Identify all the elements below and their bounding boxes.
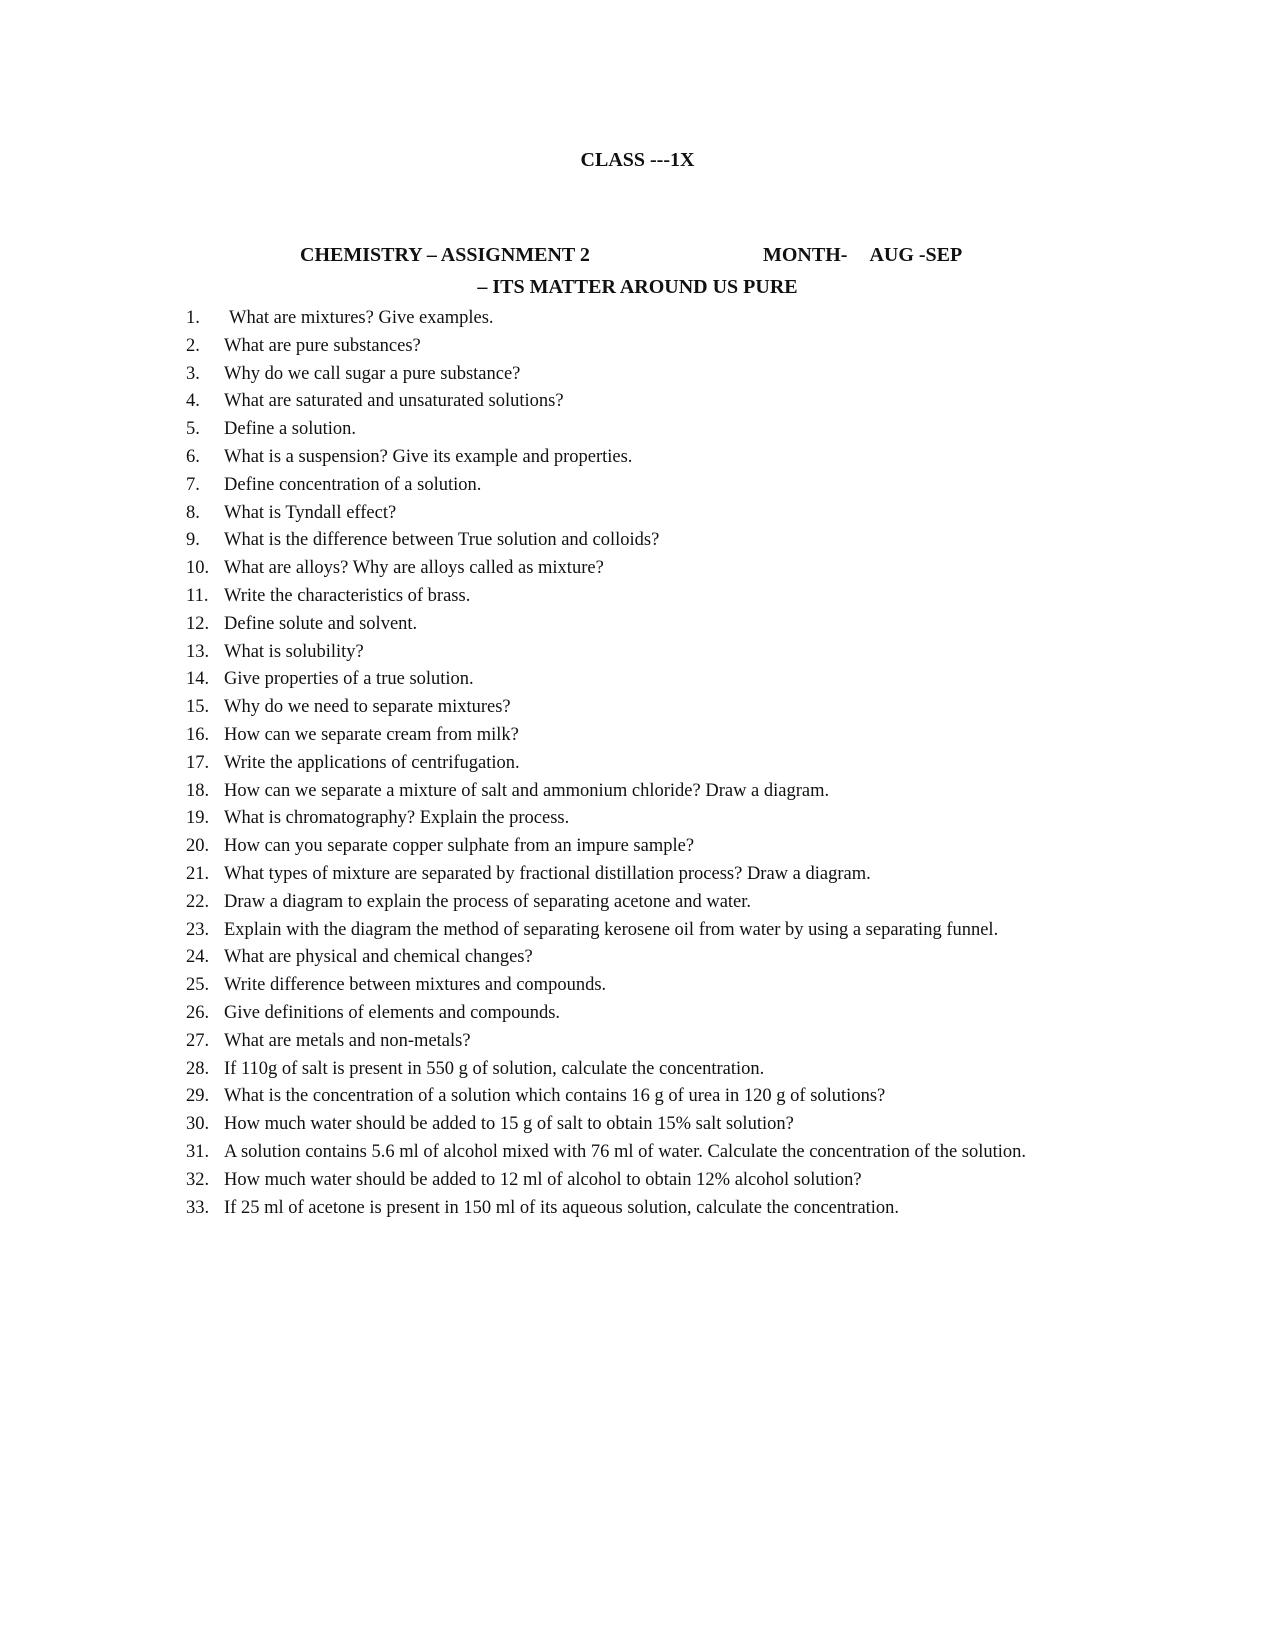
question-item (186, 613, 1084, 636)
question-number: 11. (186, 585, 209, 606)
question-number: 7. (186, 474, 200, 495)
question-item (186, 557, 1084, 580)
question-text: Why do we need to separate mixtures? (224, 697, 511, 718)
question-number: 33. (186, 1197, 210, 1218)
question-number: 24. (186, 947, 210, 968)
question-number: 26. (186, 1002, 210, 1023)
question-item (186, 835, 1084, 858)
question-number: 8. (186, 502, 200, 523)
question-text: If 25 ml of acetone is present in 150 ml of its aqueous solution, calculate the concentration. (224, 1197, 900, 1218)
question-text: What are saturated and unsaturated solutions? (224, 391, 564, 412)
question-text: What are alloys? Why are alloys called as mixture? (224, 558, 604, 579)
question-item (186, 1113, 1084, 1136)
question-item (186, 696, 1084, 719)
question-text: Define solute and solvent. (224, 613, 418, 634)
question-number: 20. (186, 836, 210, 857)
question-item (186, 529, 1084, 552)
question-text: If 110g of salt is present in 550 g of solution, calculate the concentration. (224, 1058, 765, 1079)
question-item (186, 752, 1084, 775)
question-text: What is chromatography? Explain the process. (224, 808, 570, 829)
question-item (186, 780, 1084, 803)
question-number: 15. (186, 697, 210, 718)
assignment-header (0, 243, 1275, 267)
question-item (186, 641, 1084, 664)
question-text: How can you separate copper sulphate from an impure sample? (224, 836, 695, 857)
question-number: 21. (186, 863, 210, 884)
question-number: 16. (186, 724, 210, 745)
question-number: 1. (186, 308, 200, 328)
question-item (186, 891, 1084, 914)
question-text: Define concentration of a solution. (224, 474, 482, 495)
subject-title: CHEMISTRY – ASSIGNMENT 2 (300, 244, 590, 266)
question-item (186, 363, 1084, 386)
question-text: What is the concentration of a solution which contains 16 g of urea in 120 g of solutions? (224, 1086, 886, 1107)
question-item (186, 1085, 1084, 1108)
topic-title: – ITS MATTER AROUND US PURE (477, 276, 798, 298)
question-text: Explain with the diagram the method of separating kerosene oil from water by using a separating funnel. (224, 919, 999, 940)
question-text: How much water should be added to 12 ml of alcohol to obtain 12% alcohol solution? (224, 1169, 862, 1190)
question-number: 19. (186, 808, 210, 829)
question-item (186, 946, 1084, 969)
question-text: Draw a diagram to explain the process of separating acetone and water. (224, 891, 752, 912)
question-text: How can we separate a mixture of salt and ammonium chloride? Draw a diagram. (224, 780, 830, 801)
question-item (186, 1169, 1084, 1192)
question-item (186, 335, 1084, 358)
question-text: What is solubility? (224, 641, 364, 662)
question-number: 31. (186, 1141, 210, 1162)
question-item (186, 446, 1084, 469)
question-item (186, 668, 1084, 691)
question-text: What are pure substances? (224, 335, 421, 356)
question-number: 6. (186, 446, 200, 467)
question-number: 12. (186, 613, 210, 634)
question-text: Write the characteristics of brass. (224, 585, 471, 606)
question-text: What are physical and chemical changes? (224, 947, 533, 968)
question-number: 25. (186, 975, 210, 996)
class-title: CLASS ---1X (580, 149, 695, 171)
question-item (186, 502, 1084, 525)
question-text: What types of mixture are separated by fractional distillation process? Draw a diagram. (224, 863, 871, 884)
question-number: 17. (186, 752, 210, 773)
question-item (186, 1030, 1084, 1053)
question-number: 10. (186, 558, 210, 579)
question-number: 18. (186, 780, 210, 801)
question-text: Write difference between mixtures and compounds. (224, 975, 607, 996)
question-text: What is a suspension? Give its example and properties. (224, 446, 633, 467)
question-number: 5. (186, 419, 200, 440)
question-text: Write the applications of centrifugation. (224, 752, 520, 773)
question-item (186, 307, 1084, 330)
question-text: How much water should be added to 15 g of salt to obtain 15% salt solution? (224, 1114, 794, 1135)
question-item (186, 474, 1084, 497)
question-number: 13. (186, 641, 210, 662)
question-number: 14. (186, 669, 210, 690)
question-text: Why do we call sugar a pure substance? (224, 363, 521, 384)
question-text: What are mixtures? Give examples. (229, 308, 494, 328)
question-number: 3. (186, 363, 200, 384)
question-text: Give properties of a true solution. (224, 669, 474, 690)
question-number: 32. (186, 1169, 210, 1190)
question-number: 27. (186, 1030, 210, 1051)
month-label: MONTH- (763, 244, 848, 266)
question-list (186, 307, 1084, 1224)
question-text: What is Tyndall effect? (224, 502, 397, 523)
question-item (186, 1197, 1084, 1220)
question-item (186, 1002, 1084, 1025)
question-number: 30. (186, 1114, 210, 1135)
question-number: 9. (186, 530, 200, 551)
question-number: 23. (186, 919, 210, 940)
question-text: Define a solution. (224, 419, 357, 440)
question-number: 4. (186, 391, 200, 412)
question-text: What is the difference between True solution and colloids? (224, 530, 660, 551)
question-item (186, 418, 1084, 441)
question-text: What are metals and non-metals? (224, 1030, 471, 1051)
question-item (186, 863, 1084, 886)
question-number: 28. (186, 1058, 210, 1079)
month-value: AUG -SEP (869, 244, 963, 266)
question-text: A solution contains 5.6 ml of alcohol mixed with 76 ml of water. Calculate the concentration of the solution. (224, 1141, 1027, 1162)
question-item (186, 585, 1084, 608)
question-number: 2. (186, 335, 200, 356)
question-number: 22. (186, 891, 210, 912)
month-info (763, 243, 962, 267)
question-text: How can we separate cream from milk? (224, 724, 519, 745)
question-item (186, 1141, 1084, 1164)
question-item (186, 1058, 1084, 1081)
question-item (186, 807, 1084, 830)
question-item (186, 974, 1084, 997)
question-number: 29. (186, 1086, 210, 1107)
question-item (186, 919, 1084, 942)
question-item (186, 724, 1084, 747)
question-text: Give definitions of elements and compounds. (224, 1002, 561, 1023)
question-item (186, 390, 1084, 413)
